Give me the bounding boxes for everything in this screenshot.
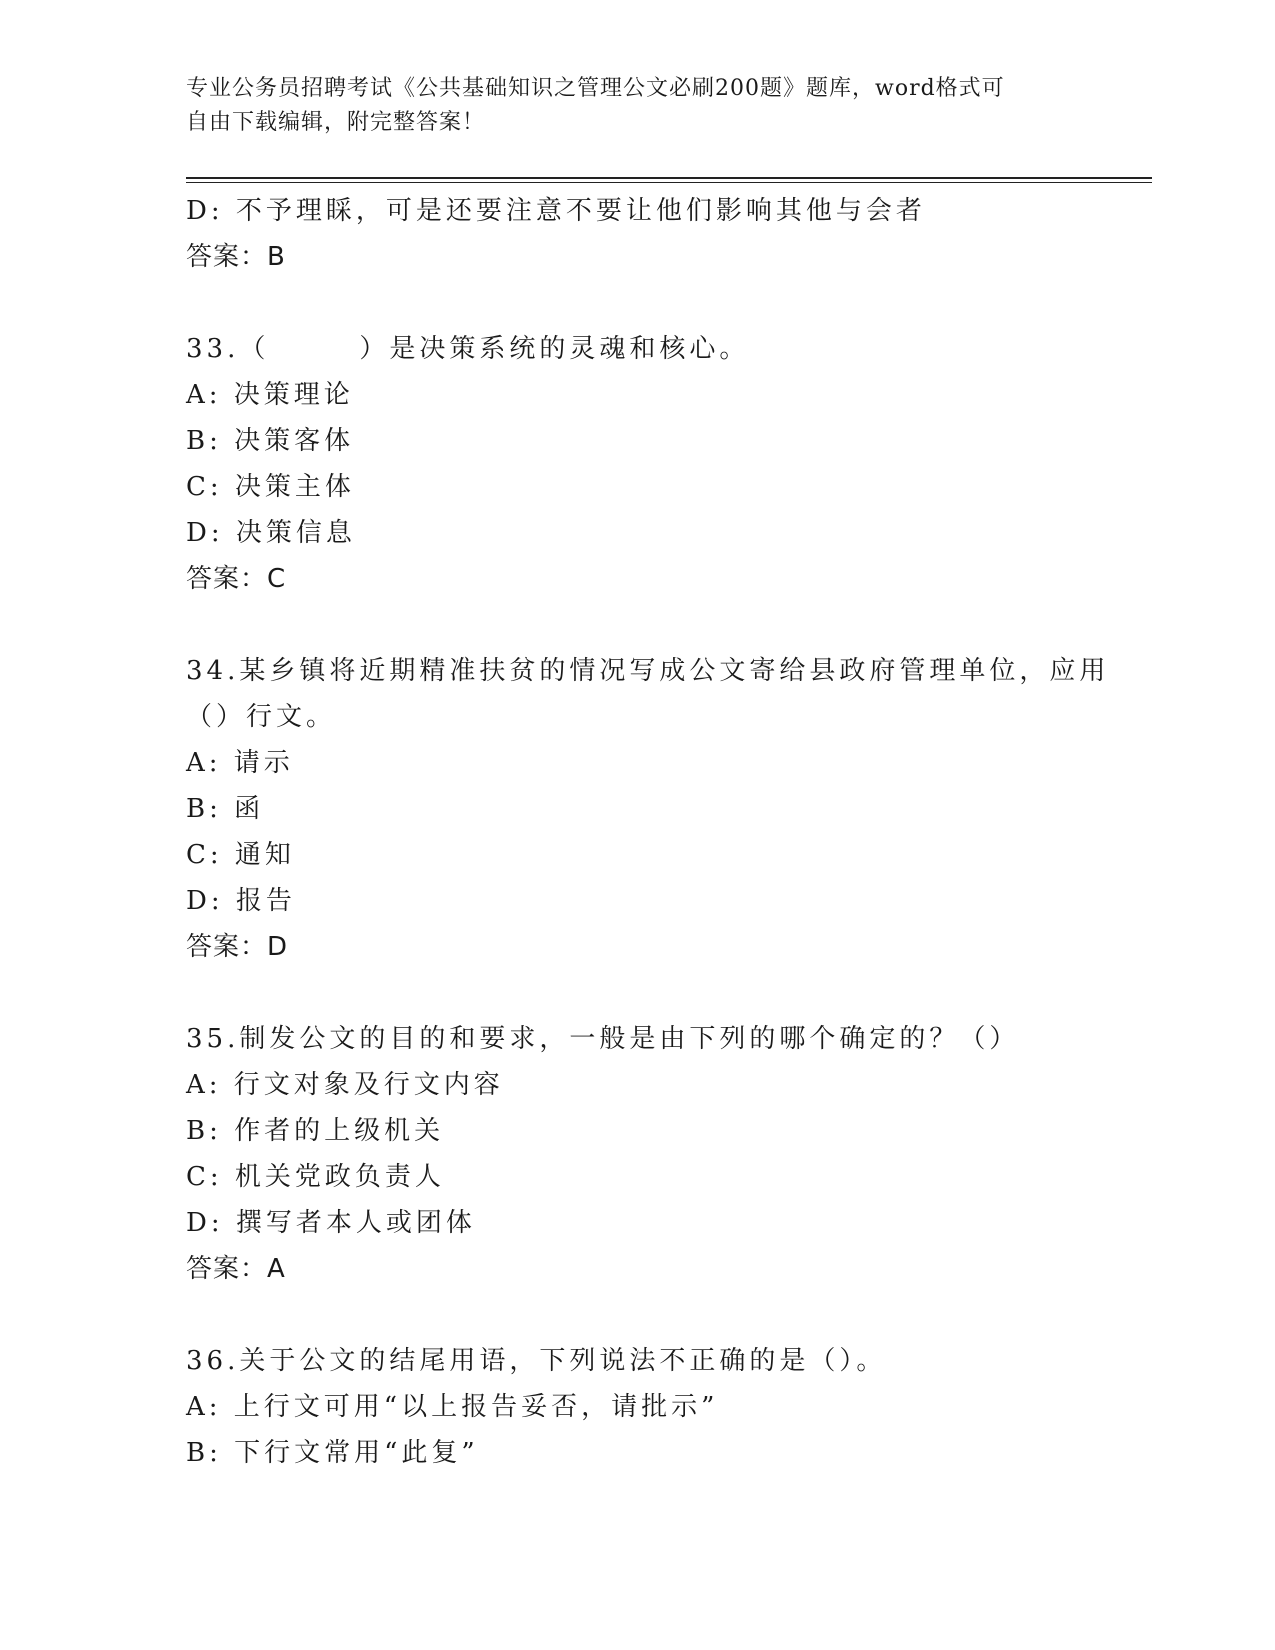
spacer [186, 602, 1086, 648]
question-33-option-a: A: 决策理论 [186, 380, 354, 410]
question-34-option-b: B: 函 [186, 794, 265, 824]
document-header [186, 72, 1066, 140]
question-35-answer: 答案：A [186, 1254, 286, 1284]
question-36-text: 36.关于公文的结尾用语，下列说法不正确的是（）。 [186, 1346, 887, 1376]
question-35-option-b: B: 作者的上级机关 [186, 1116, 445, 1146]
question-content [186, 188, 1110, 1476]
question-34-text: 34.某乡镇将近期精准扶贫的情况写成公文寄给县政府管理单位，应用 [186, 656, 1110, 686]
header-divider-thick [186, 177, 1152, 179]
question-34-option-d: D: 报告 [186, 886, 296, 916]
header-line-2: 自由下载编辑，附完整答案！ [186, 110, 486, 135]
question-36-option-a: A: 上行文可用“以上报告妥否，请批示” [186, 1392, 719, 1422]
question-34-text-cont: （）行文。 [186, 702, 337, 732]
spacer [186, 1292, 1086, 1338]
header-line-1: 专业公务员招聘考试《公共基础知识之管理公文必刷200题》题库，word格式可 [186, 76, 1005, 101]
question-33-option-c: C: 决策主体 [186, 472, 355, 502]
question-33-option-d: D: 决策信息 [186, 518, 356, 548]
question-33-text: 33.（ ）是决策系统的灵魂和核心。 [186, 334, 750, 364]
header-divider-thin [186, 182, 1152, 183]
spacer [186, 970, 1086, 1016]
question-36-option-b: B: 下行文常用“此复” [186, 1438, 479, 1468]
spacer [186, 280, 1086, 326]
question-34-option-c: C: 通知 [186, 840, 295, 870]
question-35-option-c: C: 机关党政负责人 [186, 1162, 445, 1192]
question-33-option-b: B: 决策客体 [186, 426, 355, 456]
answer: 答案：B [186, 242, 286, 272]
question-35-option-a: A: 行文对象及行文内容 [186, 1070, 504, 1100]
question-33-answer: 答案：C [186, 564, 287, 594]
question-34-option-a: A: 请示 [186, 748, 294, 778]
option-d: D: 不予理睬，可是还要注意不要让他们影响其他与会者 [186, 196, 926, 226]
question-34-answer: 答案：D [186, 932, 289, 962]
question-35-option-d: D: 撰写者本人或团体 [186, 1208, 476, 1238]
question-35-text: 35.制发公文的目的和要求，一般是由下列的哪个确定的？（） [186, 1024, 1020, 1054]
